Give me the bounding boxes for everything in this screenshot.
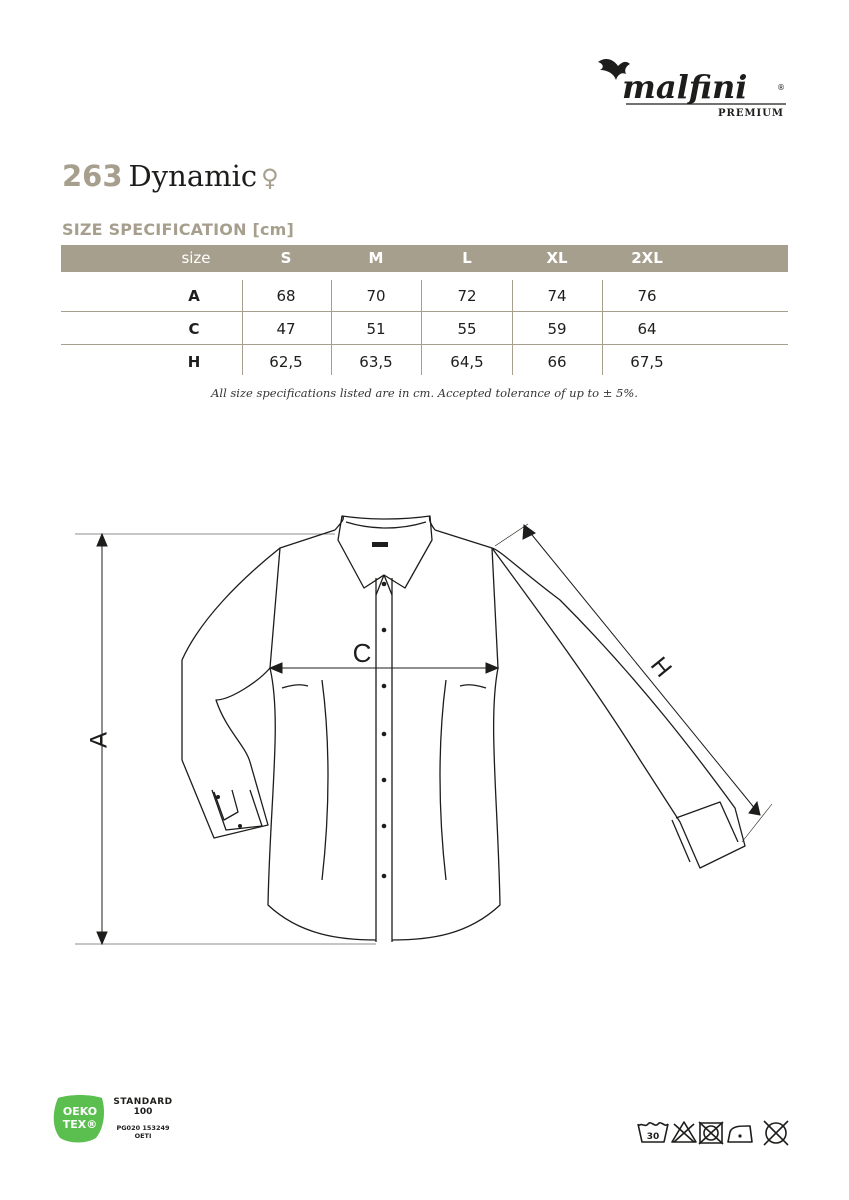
table-cell: 55: [457, 320, 477, 338]
female-symbol-icon: ♀: [261, 164, 279, 192]
row-key: C: [188, 320, 200, 338]
no-bleach-icon: [672, 1122, 696, 1142]
table-divider: [421, 280, 422, 375]
table-row: [61, 279, 788, 312]
table-row: [61, 345, 788, 377]
table-cell: 72: [457, 287, 477, 305]
shirt-outline: [182, 516, 745, 942]
row-key: A: [188, 287, 200, 305]
oeko-institute: OETI: [134, 1132, 152, 1140]
table-divider: [602, 280, 603, 375]
logo-subline: PREMIUM: [718, 108, 784, 119]
table-cell: 67,5: [630, 353, 664, 371]
care-symbols: [636, 1118, 792, 1146]
table-divider: [331, 280, 332, 375]
table-cell: 74: [547, 287, 567, 305]
header-size-l: L: [462, 249, 472, 267]
product-name: Dynamic: [128, 159, 258, 193]
wash-temperature: 30: [646, 1132, 660, 1142]
table-cell: 62,5: [269, 353, 303, 371]
oeko-standard: STANDARD: [113, 1097, 173, 1107]
shirt-measurement-diagram: [60, 500, 790, 960]
table-cell: 51: [366, 320, 386, 338]
measure-a: [75, 534, 376, 944]
table-cell: 64,5: [450, 353, 484, 371]
product-number: 263: [62, 159, 123, 193]
header-size-s: S: [280, 249, 292, 267]
shirt-buttons: [216, 582, 386, 879]
oeko-line1: OEKO: [62, 1105, 98, 1118]
row-key: H: [187, 353, 201, 371]
table-cell: 64: [637, 320, 657, 338]
registered-mark: ®: [777, 83, 785, 92]
table-cell: 76: [637, 287, 657, 305]
product-title: [62, 158, 279, 196]
label-a: A: [85, 731, 113, 749]
label-c: C: [352, 638, 372, 668]
table-cell: 66: [547, 353, 567, 371]
no-dry-clean-icon: [764, 1121, 788, 1145]
size-spec-heading: SIZE SPECIFICATION [cm]: [62, 220, 295, 239]
header-size-label: size: [181, 249, 211, 267]
table-divider: [512, 280, 513, 375]
iron-low-icon: [728, 1126, 752, 1142]
oeko-tex-details: [112, 1097, 174, 1140]
table-cell: 63,5: [359, 353, 393, 371]
table-cell: 47: [276, 320, 296, 338]
table-row: [61, 312, 788, 345]
oeko-tex-logo: [52, 1094, 106, 1144]
label-tag-icon: [372, 542, 388, 547]
malfini-logo: [596, 54, 792, 120]
tolerance-note: All size specifications listed are in cm. Accepted tolerance of up to ± 5%.: [211, 386, 638, 400]
table-cell: 70: [366, 287, 386, 305]
header-size-2xl: 2XL: [631, 249, 663, 267]
measure-c: [270, 663, 498, 673]
iron-dot-icon: [738, 1134, 741, 1137]
table-divider: [242, 280, 243, 375]
table-cell: 68: [276, 287, 296, 305]
size-table: [61, 245, 788, 377]
no-tumble-dry-icon: [699, 1122, 723, 1144]
label-h: H: [644, 652, 677, 683]
header-size-m: M: [368, 249, 384, 267]
logo-wordmark: malfini: [622, 68, 748, 106]
measure-h: [495, 524, 772, 842]
oeko-standard-number: 100: [133, 1107, 153, 1117]
table-cell: 59: [547, 320, 567, 338]
header-size-xl: XL: [546, 249, 568, 267]
malfini-logo-mark: [596, 54, 792, 110]
oeko-line2: TEX®: [62, 1118, 98, 1131]
oeko-code: PG020 153249: [116, 1124, 170, 1132]
table-header: [61, 245, 788, 272]
